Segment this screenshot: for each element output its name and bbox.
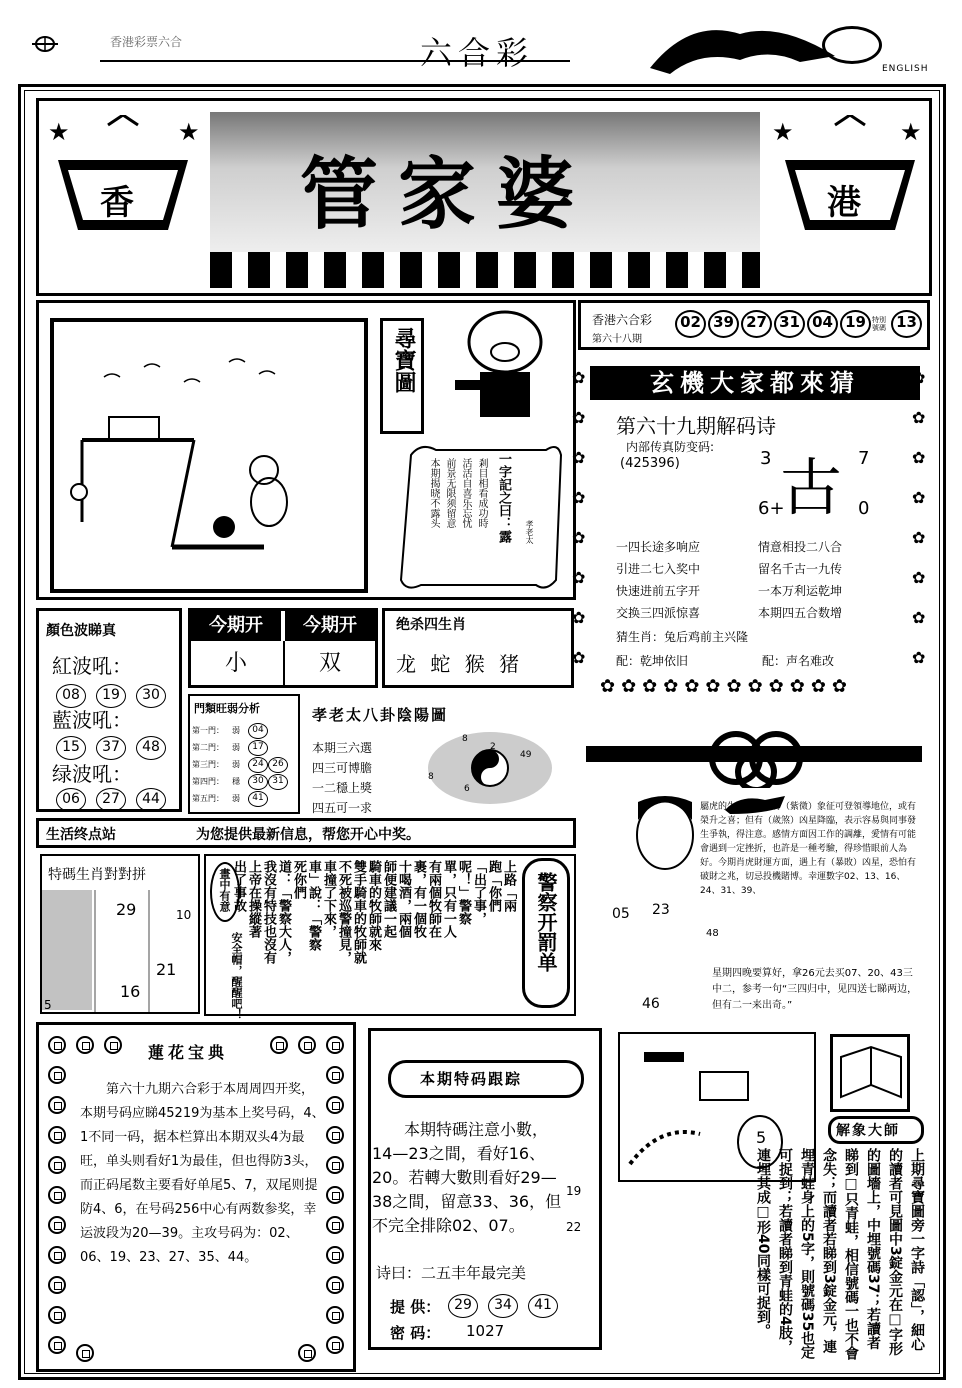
door-state: 弱 bbox=[232, 760, 240, 769]
door-row bbox=[192, 756, 298, 773]
door-ball: 26 bbox=[268, 757, 288, 773]
result-number: 04 bbox=[807, 310, 838, 338]
star-icon: ★ bbox=[772, 118, 794, 146]
track-side-num: 22 bbox=[566, 1220, 582, 1234]
open-value: 双 bbox=[318, 651, 341, 676]
result-number: 02 bbox=[675, 310, 706, 338]
door-state: 弱 bbox=[232, 743, 240, 752]
story-column: 不死被巡警撞見， bbox=[336, 860, 351, 964]
door-ball: 04 bbox=[248, 723, 268, 739]
provide-ball: 29 bbox=[448, 1294, 478, 1318]
bagua-num: 49 bbox=[520, 750, 532, 760]
banner-title: 管家婆 bbox=[300, 149, 595, 240]
story-column: 雙手騎車的牧師就 bbox=[351, 860, 366, 964]
special-number: 13 bbox=[891, 310, 922, 338]
star-icon: ★ bbox=[48, 118, 70, 146]
door-name: 第四門： bbox=[192, 777, 224, 786]
scroll-headline: 一字記之曰：露 bbox=[496, 452, 511, 543]
door-title: 門類旺弱分析 bbox=[194, 702, 260, 715]
story-column: 車」說：「警察 bbox=[306, 860, 321, 951]
left-badge-char: 香 bbox=[100, 183, 134, 223]
poem-line: 一四长途多响应 bbox=[616, 540, 701, 554]
scroll-line: 活活自喜乐忘忧 bbox=[460, 458, 471, 528]
poem-line: 交换三四派惊喜 bbox=[616, 606, 701, 620]
story-column: 單，只有一人 bbox=[441, 860, 456, 938]
horse-logo bbox=[650, 16, 840, 74]
story-vertical-title: 警察开罰单 bbox=[534, 872, 558, 972]
bagua-line: 四五可一求 bbox=[312, 801, 373, 815]
flower-border-left: ✿ ✿ ✿ ✿ ✿ ✿ ✿ ✿ bbox=[572, 368, 586, 667]
poem-left-lines bbox=[616, 536, 700, 624]
logo-circle bbox=[822, 26, 882, 64]
poem-section bbox=[578, 358, 930, 698]
story-column: 「出了事， bbox=[471, 860, 486, 925]
scroll-author: 孝老太 bbox=[525, 520, 534, 544]
door-ball: 17 bbox=[248, 740, 268, 756]
poem-line: 留名千古一九传 bbox=[758, 562, 843, 576]
poem-title: 第六十九期解码诗 bbox=[616, 414, 776, 438]
door-rows bbox=[192, 722, 298, 807]
kill-title: 绝杀四生肖 bbox=[396, 617, 466, 633]
provide-balls bbox=[448, 1294, 568, 1318]
track-body: 本期特碼注意小數，14—23之間，看好16、20。若轉大數則看好29—38之間，留意33、36，但不完全排除02、07。 bbox=[372, 1120, 562, 1235]
door-row bbox=[192, 790, 298, 807]
door-ball: 24 bbox=[248, 757, 268, 773]
master-text: 上期尋寶圖旁一字詩「認」，細心的讀者可見圖中3錠金元在□字形的圖墻上，中埋號碼37；若讀者睇到□只青蛙，相信號碼一也不會念失；而讀者若睇到3錠金元，連埋青蛙身上的5字，則號碼35也定可捉到；若讀者睇到青蛙的4肢，連埋其成□形40同樣可捉到。 bbox=[755, 1148, 925, 1360]
door-ball: 30 bbox=[248, 774, 268, 790]
wave-ball: 27 bbox=[96, 788, 126, 812]
story-column: 跑「你們 bbox=[486, 860, 501, 912]
tiger-num: 05 bbox=[612, 906, 630, 922]
kill-animals: 龙 蛇 猴 猪 bbox=[396, 652, 524, 676]
bagua-line: 一二穩上獎 bbox=[312, 781, 373, 795]
secret-value: 1027 bbox=[466, 1322, 505, 1340]
story-column: 死你們 bbox=[291, 860, 306, 899]
brand-label: ENGLISH bbox=[882, 64, 929, 74]
woman-portrait bbox=[620, 790, 700, 890]
open-head: 今期开 bbox=[191, 611, 281, 641]
poem-line: 快速进前五字开 bbox=[616, 584, 701, 598]
door-state: 穩 bbox=[232, 777, 240, 786]
corner-number: 0 bbox=[858, 498, 870, 519]
story-column: 騎車的牧師就來 bbox=[366, 860, 381, 951]
star-icon: ★ bbox=[178, 118, 200, 146]
life-title: 生活终点站 bbox=[46, 827, 116, 843]
star-icon: ★ bbox=[900, 118, 922, 146]
story-column: 上路「兩 bbox=[501, 860, 516, 912]
result-number: 27 bbox=[741, 310, 772, 338]
poem-subtitle: 内部传真防变码: bbox=[626, 440, 715, 454]
big-char: 古 bbox=[780, 451, 843, 524]
life-slogan: 为您提供最新信息，帮您开心中奖。 bbox=[196, 827, 420, 843]
bagua-num: 8 bbox=[462, 734, 468, 744]
door-name: 第二門： bbox=[192, 743, 224, 752]
story-side-text: 安全帽，醒醒吧！ bbox=[230, 932, 243, 1020]
bagua-line: 本期三六選 bbox=[312, 741, 373, 755]
grid-num: 10 bbox=[176, 908, 192, 922]
wave-balls bbox=[56, 788, 176, 812]
story-column: 十喝酒，兩個 bbox=[396, 860, 411, 938]
story-side-label: 畫中有意 bbox=[218, 868, 231, 912]
story-column: 上帝在操縱著 bbox=[246, 860, 261, 938]
story-column: 道：「警察大人， bbox=[276, 860, 291, 964]
color-wave-title: 顏色波睇真 bbox=[46, 623, 116, 639]
master-title: 解象大師 bbox=[836, 1123, 900, 1139]
poem-code: (425396) bbox=[620, 456, 680, 471]
story-column: 車撞了下來， bbox=[321, 860, 336, 938]
wave-label: 紅波吼： bbox=[52, 654, 132, 678]
wave-ball: 44 bbox=[136, 788, 166, 812]
story-column: 出了事故 bbox=[231, 860, 246, 912]
scroll-line: 本期揭晓不露头 bbox=[428, 458, 439, 528]
door-ball: 41 bbox=[248, 791, 268, 807]
left-badge bbox=[48, 115, 198, 245]
result-number: 39 bbox=[708, 310, 739, 338]
results-period: 第六十八期 bbox=[592, 334, 642, 345]
tiger-num: 23 bbox=[652, 902, 670, 918]
bagua-num: 6 bbox=[464, 784, 470, 794]
frog-number: 5 bbox=[756, 1128, 767, 1147]
scroll-line: 剎目相看成功時 bbox=[476, 458, 487, 528]
track-title: 本期特码跟踪 bbox=[420, 1070, 523, 1088]
wave-label: 绿波吼： bbox=[52, 762, 132, 786]
open-head: 今期开 bbox=[285, 611, 375, 641]
door-name: 第一門： bbox=[192, 726, 224, 735]
door-ball: 31 bbox=[268, 774, 288, 790]
pig-mascot bbox=[450, 300, 560, 430]
result-number: 31 bbox=[774, 310, 805, 338]
results-label: 香港六合彩 bbox=[592, 313, 653, 327]
story-column: 呢！」警察 bbox=[456, 860, 471, 925]
header-title: 六合彩 bbox=[420, 34, 535, 72]
corner-number: 3 bbox=[760, 448, 772, 469]
special-grid-image bbox=[42, 890, 92, 1010]
wave-ball: 19 bbox=[96, 684, 126, 708]
poem-line: 本期四五合数增 bbox=[758, 606, 843, 620]
door-row bbox=[192, 739, 298, 756]
door-state: 弱 bbox=[232, 794, 240, 803]
bagua-lines bbox=[312, 738, 372, 818]
grid-num: 21 bbox=[156, 960, 177, 979]
wave-ball: 08 bbox=[56, 684, 86, 708]
poem-line: 引进二七入奖中 bbox=[616, 562, 701, 576]
door-name: 第三門： bbox=[192, 760, 224, 769]
bagua-num: 2 bbox=[490, 742, 496, 752]
lotus-body: 第六十九期六合彩于本周周四开奖，本期号码应睇45219为基本上奖号码，4、1不同一码，据本栏算出本期双头4为最旺，单头则看好1为最佳，但也得防3头，而正码尾数主要看好单尾5、7，双尾则提防4、6，在号码256中心有两数参奖，幸运波段为20—39。主攻号码为：02、06、19、23、27、35、44。 bbox=[80, 1082, 325, 1265]
wave-ball: 37 bbox=[96, 736, 126, 760]
corner-number: 7 bbox=[858, 448, 870, 469]
flower-border-right: ✿ ✿ ✿ ✿ ✿ ✿ ✿ ✿ bbox=[912, 368, 926, 667]
door-row bbox=[192, 773, 298, 790]
provide-label: 提 供： bbox=[390, 1298, 441, 1316]
provide-ball: 41 bbox=[528, 1294, 558, 1318]
book-icon bbox=[830, 1034, 910, 1112]
treasure-label: 尋寶圖 bbox=[391, 327, 417, 393]
bagua-picture bbox=[420, 728, 560, 808]
provide-ball: 34 bbox=[488, 1294, 518, 1318]
tiger-tail: 48 bbox=[706, 928, 719, 939]
secret-label: 密 码： bbox=[390, 1324, 441, 1342]
rings-banner bbox=[586, 728, 922, 788]
turtle-icon bbox=[30, 33, 60, 55]
open-value: 小 bbox=[224, 651, 247, 676]
tiger-note: 星期四晚要算好，拿26元去买07、20、43三中二，参考一句“三四归中，见四送七睇两边，但有二一来出奇。” bbox=[712, 968, 918, 1011]
poem-line: 一本万利运乾坤 bbox=[758, 584, 843, 598]
special-label: 特別號碼 bbox=[872, 316, 886, 332]
poem-line: 情意相投二八合 bbox=[758, 540, 843, 554]
bagua-num: 8 bbox=[428, 772, 434, 782]
header-small-text: 香港彩票六合 bbox=[110, 35, 183, 49]
wave-label: 藍波吼： bbox=[52, 708, 132, 732]
treasure-picture bbox=[50, 318, 368, 593]
grid-num: 5 bbox=[44, 998, 52, 1012]
corner-number: 6+ bbox=[758, 498, 785, 519]
grid-num: 16 bbox=[120, 982, 141, 1001]
grid-num: 29 bbox=[116, 900, 137, 919]
story-column: 有兩個牧師在 bbox=[426, 860, 441, 938]
tiger-num: 46 bbox=[642, 996, 660, 1012]
track-side-num: 19 bbox=[566, 1184, 582, 1198]
scroll-line: 前景无限须留意 bbox=[444, 458, 455, 528]
lotus-title: 蓮花宝典 bbox=[148, 1043, 229, 1062]
track-poem: 诗曰：二五丰年最完美 bbox=[376, 1264, 527, 1282]
flower-border-bottom: ✿✿✿✿✿✿✿✿✿✿✿✿ bbox=[600, 676, 853, 697]
story-column: 我沒有特技也沒有 bbox=[261, 860, 276, 964]
banner-scallop bbox=[210, 252, 760, 288]
bagua-title: 孝老太八卦陰陽圖 bbox=[312, 706, 449, 724]
wave-ball: 06 bbox=[56, 788, 86, 812]
poem-right-lines bbox=[758, 536, 842, 624]
wave-ball: 15 bbox=[56, 736, 86, 760]
pair-left: 配：乾坤依旧 bbox=[616, 654, 689, 668]
story-column: 裹，有一個牧 bbox=[411, 860, 426, 938]
bagua-line: 四三可博膽 bbox=[312, 761, 373, 775]
wave-balls bbox=[56, 736, 176, 760]
door-row bbox=[192, 722, 298, 739]
tiger-text: 屬虎的生肖：近期有（紫微）象征可登領導地位，或有榮升之喜；但有（歲煞）凶星降臨，表示容易與同事發生爭執，得注意。感情方面因工作的調離，愛情有可能會遇到一定挫折，也許是一種考驗，得珍惜眼前人為好。今期肖虎財運方面，遇上有（暴敗）凶星，恐怕有破財之兆，切忌投機賭博。幸運數字02、13、16、24、31、39、 bbox=[700, 802, 917, 896]
result-number: 19 bbox=[840, 310, 871, 338]
treasure-label-box bbox=[380, 318, 424, 434]
special-grid-title: 特碼生肖對對拼 bbox=[48, 867, 146, 883]
results-numbers bbox=[674, 310, 923, 338]
guess-zodiac: 猜生肖：兔后鸡前主兴隆 bbox=[616, 630, 749, 644]
door-name: 第五門： bbox=[192, 794, 224, 803]
door-state: 弱 bbox=[232, 726, 240, 735]
poem-banner: 玄機大家都來猜 bbox=[590, 366, 920, 400]
story-column: 師便建議一起 bbox=[381, 860, 396, 938]
wave-ball: 48 bbox=[136, 736, 166, 760]
pair-right: 配：声名难改 bbox=[762, 654, 835, 668]
wave-ball: 30 bbox=[136, 684, 166, 708]
right-badge-char: 港 bbox=[827, 183, 861, 223]
